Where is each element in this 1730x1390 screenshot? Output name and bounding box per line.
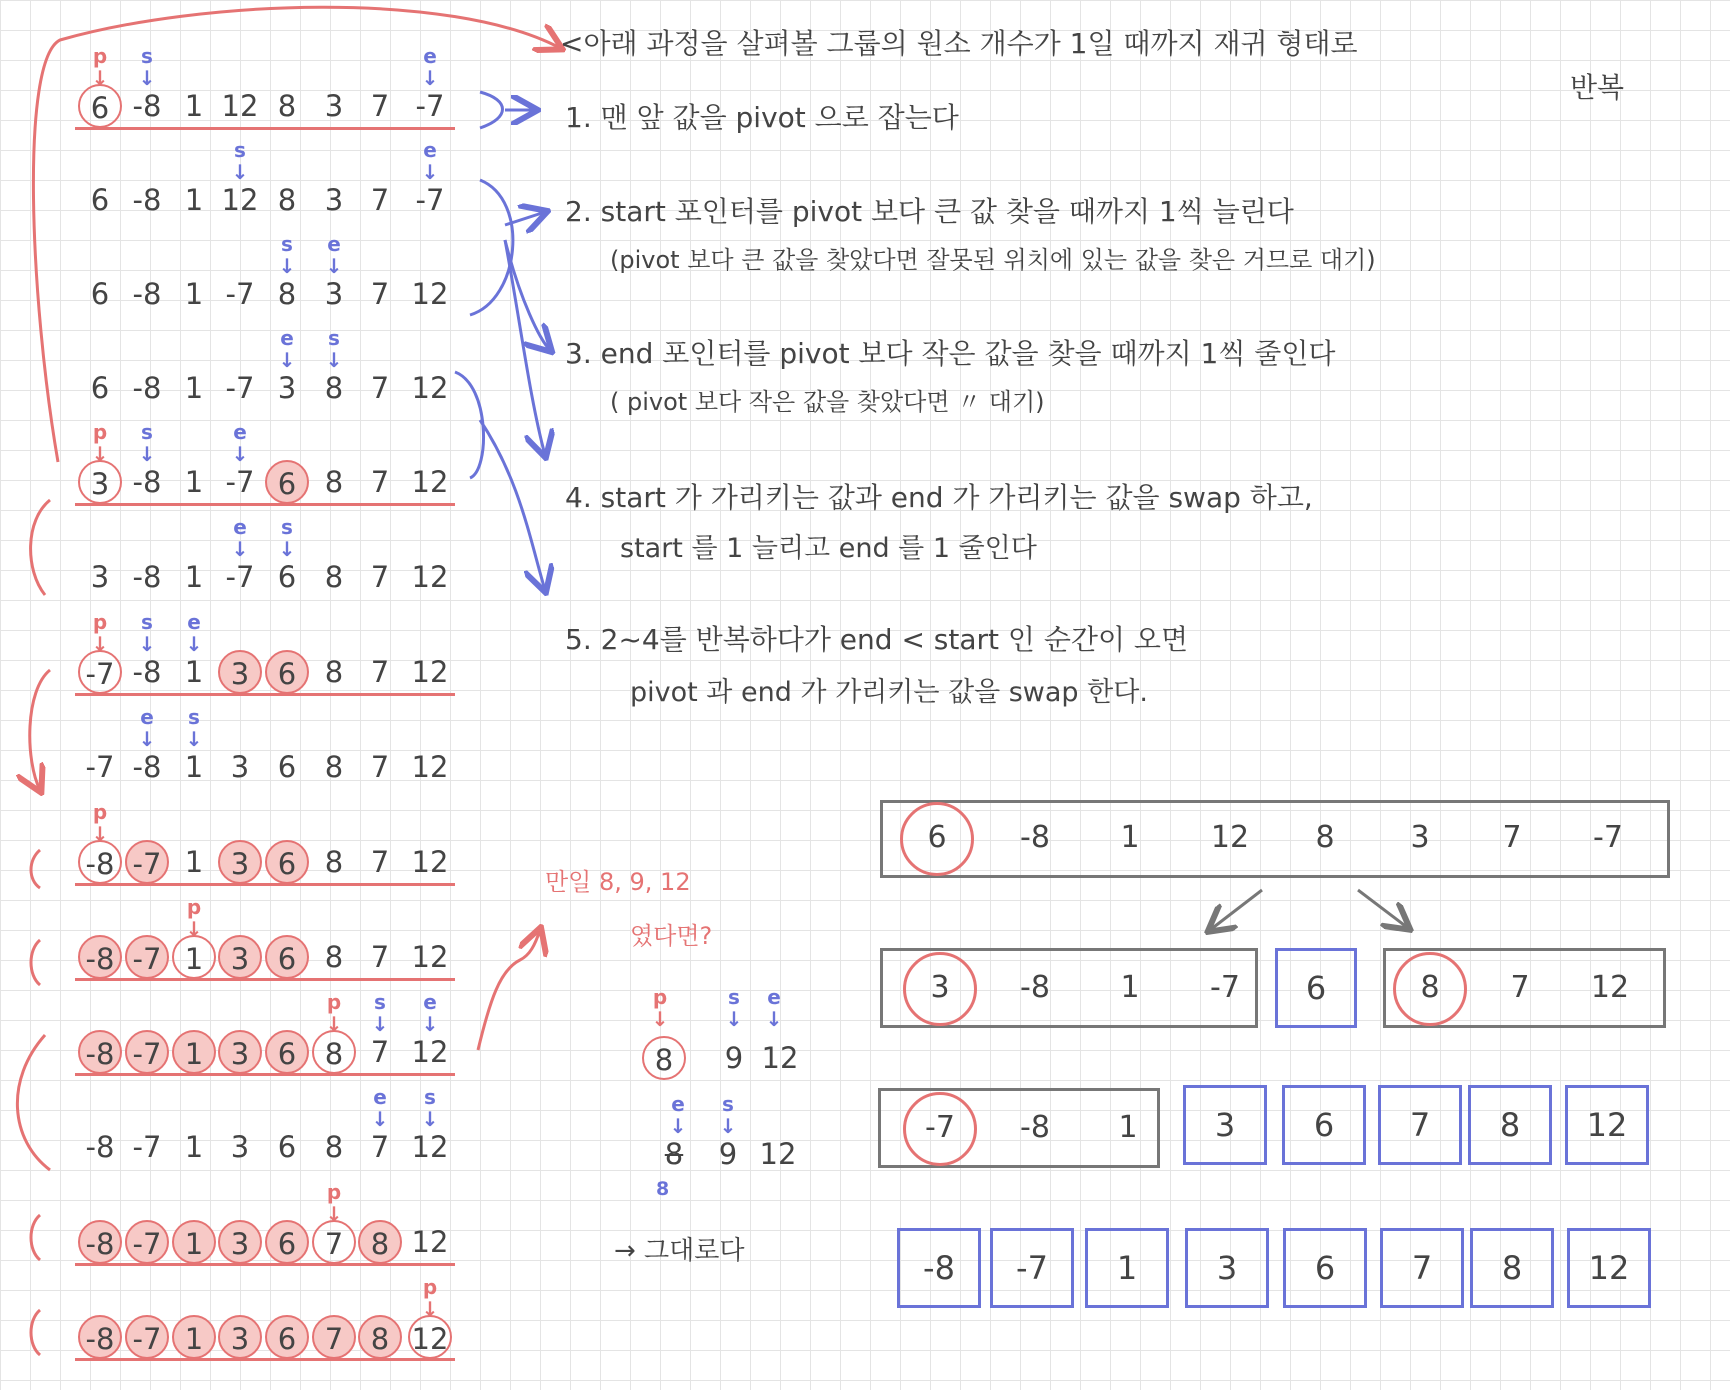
trace-cell: 1 (184, 89, 204, 123)
end-pointer-marker: e ↓ (421, 990, 439, 1036)
what-if-cell: 12 (759, 1137, 797, 1171)
step-2-text: start 포인터를 pivot 보다 큰 값 찾을 때까지 1씩 늘린다 (600, 195, 1294, 228)
trace-cell: -8 (78, 935, 122, 979)
tree-sorted-box: -7 (990, 1228, 1074, 1308)
trace-cell: -8 (78, 840, 122, 884)
trace-cell: 6 (90, 183, 110, 217)
start-pointer-marker: s ↓ (421, 1085, 439, 1131)
what-if-conclusion: → 그대로다 (614, 1236, 745, 1266)
tree-sorted-box: 8 (1470, 1228, 1554, 1308)
trace-row (0, 555, 470, 615)
what-if-end-marker-2: e ↓ (669, 1092, 687, 1138)
trace-cell: 7 (312, 1220, 356, 1264)
step-4-text: start 가 가리키는 값과 end 가 가리키는 값을 swap 하고, (600, 481, 1313, 514)
tree-value: 7 (1502, 820, 1522, 855)
trace-row (0, 366, 470, 426)
trace-cell: 3 (90, 560, 110, 594)
row-underline (75, 693, 455, 696)
recursion-note-line2: 반복 (1570, 71, 1625, 104)
end-pointer-marker: e ↓ (278, 326, 296, 372)
trace-cell: 8 (324, 940, 344, 974)
end-pointer-marker: e ↓ (138, 705, 156, 751)
trace-row (0, 178, 470, 238)
trace-row (0, 1030, 470, 1090)
trace-cell: 12 (411, 750, 449, 784)
what-if-title2: 였다면? (630, 922, 713, 950)
what-if-start-marker: s ↓ (725, 985, 743, 1031)
trace-cell: -7 (225, 560, 255, 594)
trace-cell: 7 (370, 89, 390, 123)
row-underline (75, 1073, 455, 1076)
tree-pivot-circle (900, 802, 974, 876)
trace-cell: 8 (324, 845, 344, 879)
start-pointer-marker: s ↓ (231, 138, 249, 184)
trace-cell: 8 (358, 1315, 402, 1359)
trace-cell: 1 (172, 1315, 216, 1359)
trace-cell: -7 (225, 465, 255, 499)
row-underline (75, 883, 455, 886)
tree-value: -8 (1020, 1110, 1050, 1145)
trace-cell: 12 (411, 277, 449, 311)
what-if-cell: 12 (761, 1041, 799, 1075)
tree-value: -7 (1593, 820, 1623, 855)
end-pointer-marker: e ↓ (231, 515, 249, 561)
tree-value: -7 (925, 1110, 955, 1145)
trace-cell: 7 (370, 655, 390, 689)
trace-cell: 7 (370, 845, 390, 879)
what-if-cell: 9 (724, 1041, 744, 1075)
trace-cell: 6 (265, 1030, 309, 1074)
trace-cell: 12 (408, 1315, 452, 1359)
step-1-text: 맨 앞 값을 pivot 으로 잡는다 (600, 101, 959, 134)
end-pointer-marker: e ↓ (421, 138, 439, 184)
end-pointer-marker: e ↓ (185, 610, 203, 656)
trace-cell: -8 (132, 277, 162, 311)
trace-cell: 12 (411, 371, 449, 405)
trace-cell: -8 (78, 1030, 122, 1074)
trace-cell: -8 (78, 1220, 122, 1264)
start-pointer-marker: s ↓ (371, 990, 389, 1036)
tree-value: 7 (1510, 970, 1530, 1005)
tree-level1-pivot-box: 6 (1275, 948, 1357, 1028)
pivot-pointer-marker: p ↓ (325, 1180, 343, 1226)
step-3-text: end 포인터를 pivot 보다 작은 값을 찾을 때까지 1씩 줄인다 (600, 337, 1336, 370)
trace-row (0, 1220, 470, 1280)
trace-cell: -7 (125, 1220, 169, 1264)
trace-cell: 1 (184, 750, 204, 784)
step-4: 4. start 가 가리키는 값과 end 가 가리키는 값을 swap 하고, (565, 481, 1313, 514)
trace-cell: 3 (78, 460, 122, 504)
trace-cell: 1 (184, 183, 204, 217)
trace-cell: -7 (415, 183, 445, 217)
trace-cell: 6 (277, 560, 297, 594)
step-3: 3. end 포인터를 pivot 보다 작은 값을 찾을 때까지 1씩 줄인다 (565, 337, 1336, 370)
trace-cell: 12 (411, 845, 449, 879)
trace-cell: 7 (312, 1315, 356, 1359)
trace-row (0, 460, 470, 520)
what-if-cell: 9 (718, 1137, 738, 1171)
trace-cell: -7 (225, 277, 255, 311)
trace-cell: -8 (132, 371, 162, 405)
tree-value: -8 (1020, 820, 1050, 855)
tree-pivot-circle (903, 1092, 977, 1166)
row-underline (75, 127, 455, 130)
trace-cell: 6 (265, 650, 309, 694)
trace-cell: -7 (125, 935, 169, 979)
trace-cell: 3 (218, 935, 262, 979)
row-underline (75, 978, 455, 981)
trace-row (0, 745, 470, 805)
trace-cell: 8 (277, 183, 297, 217)
trace-cell: 6 (265, 1315, 309, 1359)
trace-cell: -7 (78, 650, 122, 694)
trace-cell: 6 (265, 1220, 309, 1264)
tree-pivot-circle (1393, 952, 1467, 1026)
end-pointer-marker: e ↓ (371, 1085, 389, 1131)
trace-cell: 1 (184, 845, 204, 879)
trace-cell: 8 (358, 1220, 402, 1264)
what-if-under8: 8 (656, 1178, 670, 1200)
tree-value: 1 (1118, 1110, 1138, 1145)
trace-cell: 1 (172, 935, 216, 979)
trace-cell: -8 (132, 750, 162, 784)
trace-cell: 3 (324, 277, 344, 311)
pivot-pointer-marker: p ↓ (91, 610, 109, 656)
trace-cell: 7 (370, 371, 390, 405)
pivot-pointer-marker: p ↓ (185, 895, 203, 941)
tree-sorted-box: 3 (1183, 1085, 1267, 1165)
start-pointer-marker: s ↓ (138, 610, 156, 656)
pivot-pointer-marker: p ↓ (91, 800, 109, 846)
tree-value: -8 (1020, 970, 1050, 1005)
tree-value: -7 (1210, 970, 1240, 1005)
tree-sorted-box: 6 (1283, 1228, 1367, 1308)
trace-cell: 3 (277, 371, 297, 405)
what-if-title: 만일 8, 9, 12 (545, 868, 691, 896)
what-if-pivot-marker: p ↓ (651, 985, 669, 1031)
trace-cell: 12 (411, 560, 449, 594)
step-2-sub: (pivot 보다 큰 값을 찾았다면 잘못된 위치에 있는 값을 찾은 거므로 대기) (610, 246, 1376, 274)
start-pointer-marker: s ↓ (278, 232, 296, 278)
trace-cell: 1 (172, 1030, 216, 1074)
tree-value: 3 (1410, 820, 1430, 855)
tree-value: 1 (1120, 820, 1140, 855)
trace-cell: 7 (370, 183, 390, 217)
trace-cell: 3 (230, 1130, 250, 1164)
end-pointer-marker: e ↓ (325, 232, 343, 278)
trace-cell: 7 (370, 750, 390, 784)
trace-cell: 7 (370, 940, 390, 974)
trace-cell: 1 (172, 1220, 216, 1264)
trace-row (0, 1315, 470, 1375)
trace-cell: 6 (265, 460, 309, 504)
trace-cell: 1 (184, 1130, 204, 1164)
tree-value: 1 (1120, 970, 1140, 1005)
trace-cell: -8 (132, 560, 162, 594)
pivot-pointer-marker: p ↓ (91, 420, 109, 466)
tree-sorted-box: 1 (1085, 1228, 1169, 1308)
trace-cell: 6 (90, 371, 110, 405)
trace-cell: 6 (265, 840, 309, 884)
step-5-text: 2~4를 반복하다가 end < start 인 순간이 오면 (600, 623, 1189, 656)
tree-sorted-box: 6 (1282, 1085, 1366, 1165)
trace-cell: 3 (218, 1315, 262, 1359)
trace-cell: 7 (370, 465, 390, 499)
tree-sorted-box: 12 (1567, 1228, 1651, 1308)
trace-cell: 1 (184, 465, 204, 499)
trace-cell: -7 (225, 371, 255, 405)
pivot-pointer-marker: p ↓ (325, 990, 343, 1036)
trace-cell: -8 (78, 1315, 122, 1359)
tree-sorted-box: -8 (897, 1228, 981, 1308)
trace-cell: -8 (132, 183, 162, 217)
trace-cell: 3 (324, 183, 344, 217)
trace-cell: -7 (125, 1315, 169, 1359)
trace-cell: 12 (411, 1225, 449, 1259)
trace-cell: 7 (370, 277, 390, 311)
tree-sorted-box: 12 (1565, 1085, 1649, 1165)
trace-cell: 6 (265, 935, 309, 979)
start-pointer-marker: s ↓ (325, 326, 343, 372)
trace-cell: -7 (125, 1030, 169, 1074)
tree-sorted-box: 8 (1468, 1085, 1552, 1165)
tree-sorted-box: 3 (1185, 1228, 1269, 1308)
trace-cell: 8 (324, 750, 344, 784)
trace-cell: 12 (221, 89, 259, 123)
start-pointer-marker: s ↓ (138, 44, 156, 90)
tree-value: 12 (1210, 820, 1250, 855)
trace-cell: 8 (324, 371, 344, 405)
what-if-cell: 8 (664, 1137, 684, 1171)
trace-cell: 7 (370, 1130, 390, 1164)
tree-sorted-box: 7 (1380, 1228, 1464, 1308)
trace-cell: 8 (277, 89, 297, 123)
trace-cell: 12 (411, 1130, 449, 1164)
trace-row (0, 840, 470, 900)
trace-cell: 7 (370, 560, 390, 594)
trace-cell: 3 (218, 1030, 262, 1074)
tree-level0-box (880, 800, 1670, 878)
row-underline (75, 503, 455, 506)
tree-value: 8 (1315, 820, 1335, 855)
start-pointer-marker: s ↓ (185, 705, 203, 751)
trace-cell: -7 (415, 89, 445, 123)
row-underline (75, 1358, 455, 1361)
trace-row (0, 650, 470, 710)
end-pointer-marker: e ↓ (421, 44, 439, 90)
trace-cell: 3 (218, 840, 262, 884)
step-1: 1. 맨 앞 값을 pivot 으로 잡는다 (565, 101, 959, 134)
end-pointer-marker: e ↓ (231, 420, 249, 466)
pivot-pointer-marker: p ↓ (421, 1275, 439, 1321)
trace-cell: -7 (125, 840, 169, 884)
pivot-pointer-marker: p ↓ (91, 44, 109, 90)
trace-cell: -8 (132, 89, 162, 123)
trace-cell: 8 (324, 465, 344, 499)
trace-row (0, 935, 470, 995)
trace-cell: 8 (324, 560, 344, 594)
trace-row (0, 84, 470, 144)
trace-cell: 12 (221, 183, 259, 217)
trace-cell: 3 (218, 650, 262, 694)
trace-cell: -7 (85, 750, 115, 784)
trace-cell: 8 (324, 655, 344, 689)
step-3-sub: ( pivot 보다 작은 값을 찾았다면 〃 대기) (610, 388, 1045, 416)
trace-cell: -8 (132, 465, 162, 499)
trace-cell: 3 (218, 1220, 262, 1264)
trace-cell: 8 (312, 1030, 356, 1074)
trace-cell: 1 (184, 655, 204, 689)
step-5-sub: pivot 과 end 가 가리키는 값을 swap 한다. (630, 677, 1148, 708)
tree-value: 12 (1590, 970, 1630, 1005)
what-if-start-marker-2: s ↓ (719, 1092, 737, 1138)
trace-cell: 8 (277, 277, 297, 311)
trace-cell: 1 (184, 560, 204, 594)
tree-value: 3 (930, 970, 950, 1005)
start-pointer-marker: s ↓ (278, 515, 296, 561)
step-5: 5. 2~4를 반복하다가 end < start 인 순간이 오면 (565, 623, 1189, 656)
tree-value: 6 (927, 820, 947, 855)
row-underline (75, 1263, 455, 1266)
step-2: 2. start 포인터를 pivot 보다 큰 값 찾을 때까지 1씩 늘린다 (565, 195, 1294, 228)
trace-cell: 6 (78, 84, 122, 128)
what-if-cell: 8 (642, 1036, 686, 1080)
start-pointer-marker: s ↓ (138, 420, 156, 466)
trace-cell: 12 (411, 940, 449, 974)
trace-cell: 12 (411, 465, 449, 499)
trace-cell: -8 (85, 1130, 115, 1164)
trace-cell: 8 (324, 1130, 344, 1164)
recursion-note: <아래 과정을 살펴볼 그룹의 원소 개수가 1일 때까지 재귀 형태로 (560, 27, 1358, 60)
step-4-sub: start 를 1 늘리고 end 를 1 줄인다 (620, 533, 1037, 564)
trace-cell: 3 (230, 750, 250, 784)
trace-cell: 1 (184, 371, 204, 405)
tree-value: 8 (1420, 970, 1440, 1005)
trace-cell: 12 (411, 655, 449, 689)
tree-pivot-circle (903, 952, 977, 1026)
trace-cell: 3 (324, 89, 344, 123)
trace-row (0, 1125, 470, 1185)
trace-cell: 1 (184, 277, 204, 311)
trace-cell: 6 (277, 1130, 297, 1164)
trace-row (0, 272, 470, 332)
trace-cell: 6 (90, 277, 110, 311)
trace-cell: 7 (370, 1035, 390, 1069)
trace-cell: 12 (411, 1035, 449, 1069)
what-if-end-marker: e ↓ (765, 985, 783, 1031)
trace-cell: -8 (132, 655, 162, 689)
tree-sorted-box: 7 (1378, 1085, 1462, 1165)
trace-cell: -7 (132, 1130, 162, 1164)
trace-cell: 6 (277, 750, 297, 784)
